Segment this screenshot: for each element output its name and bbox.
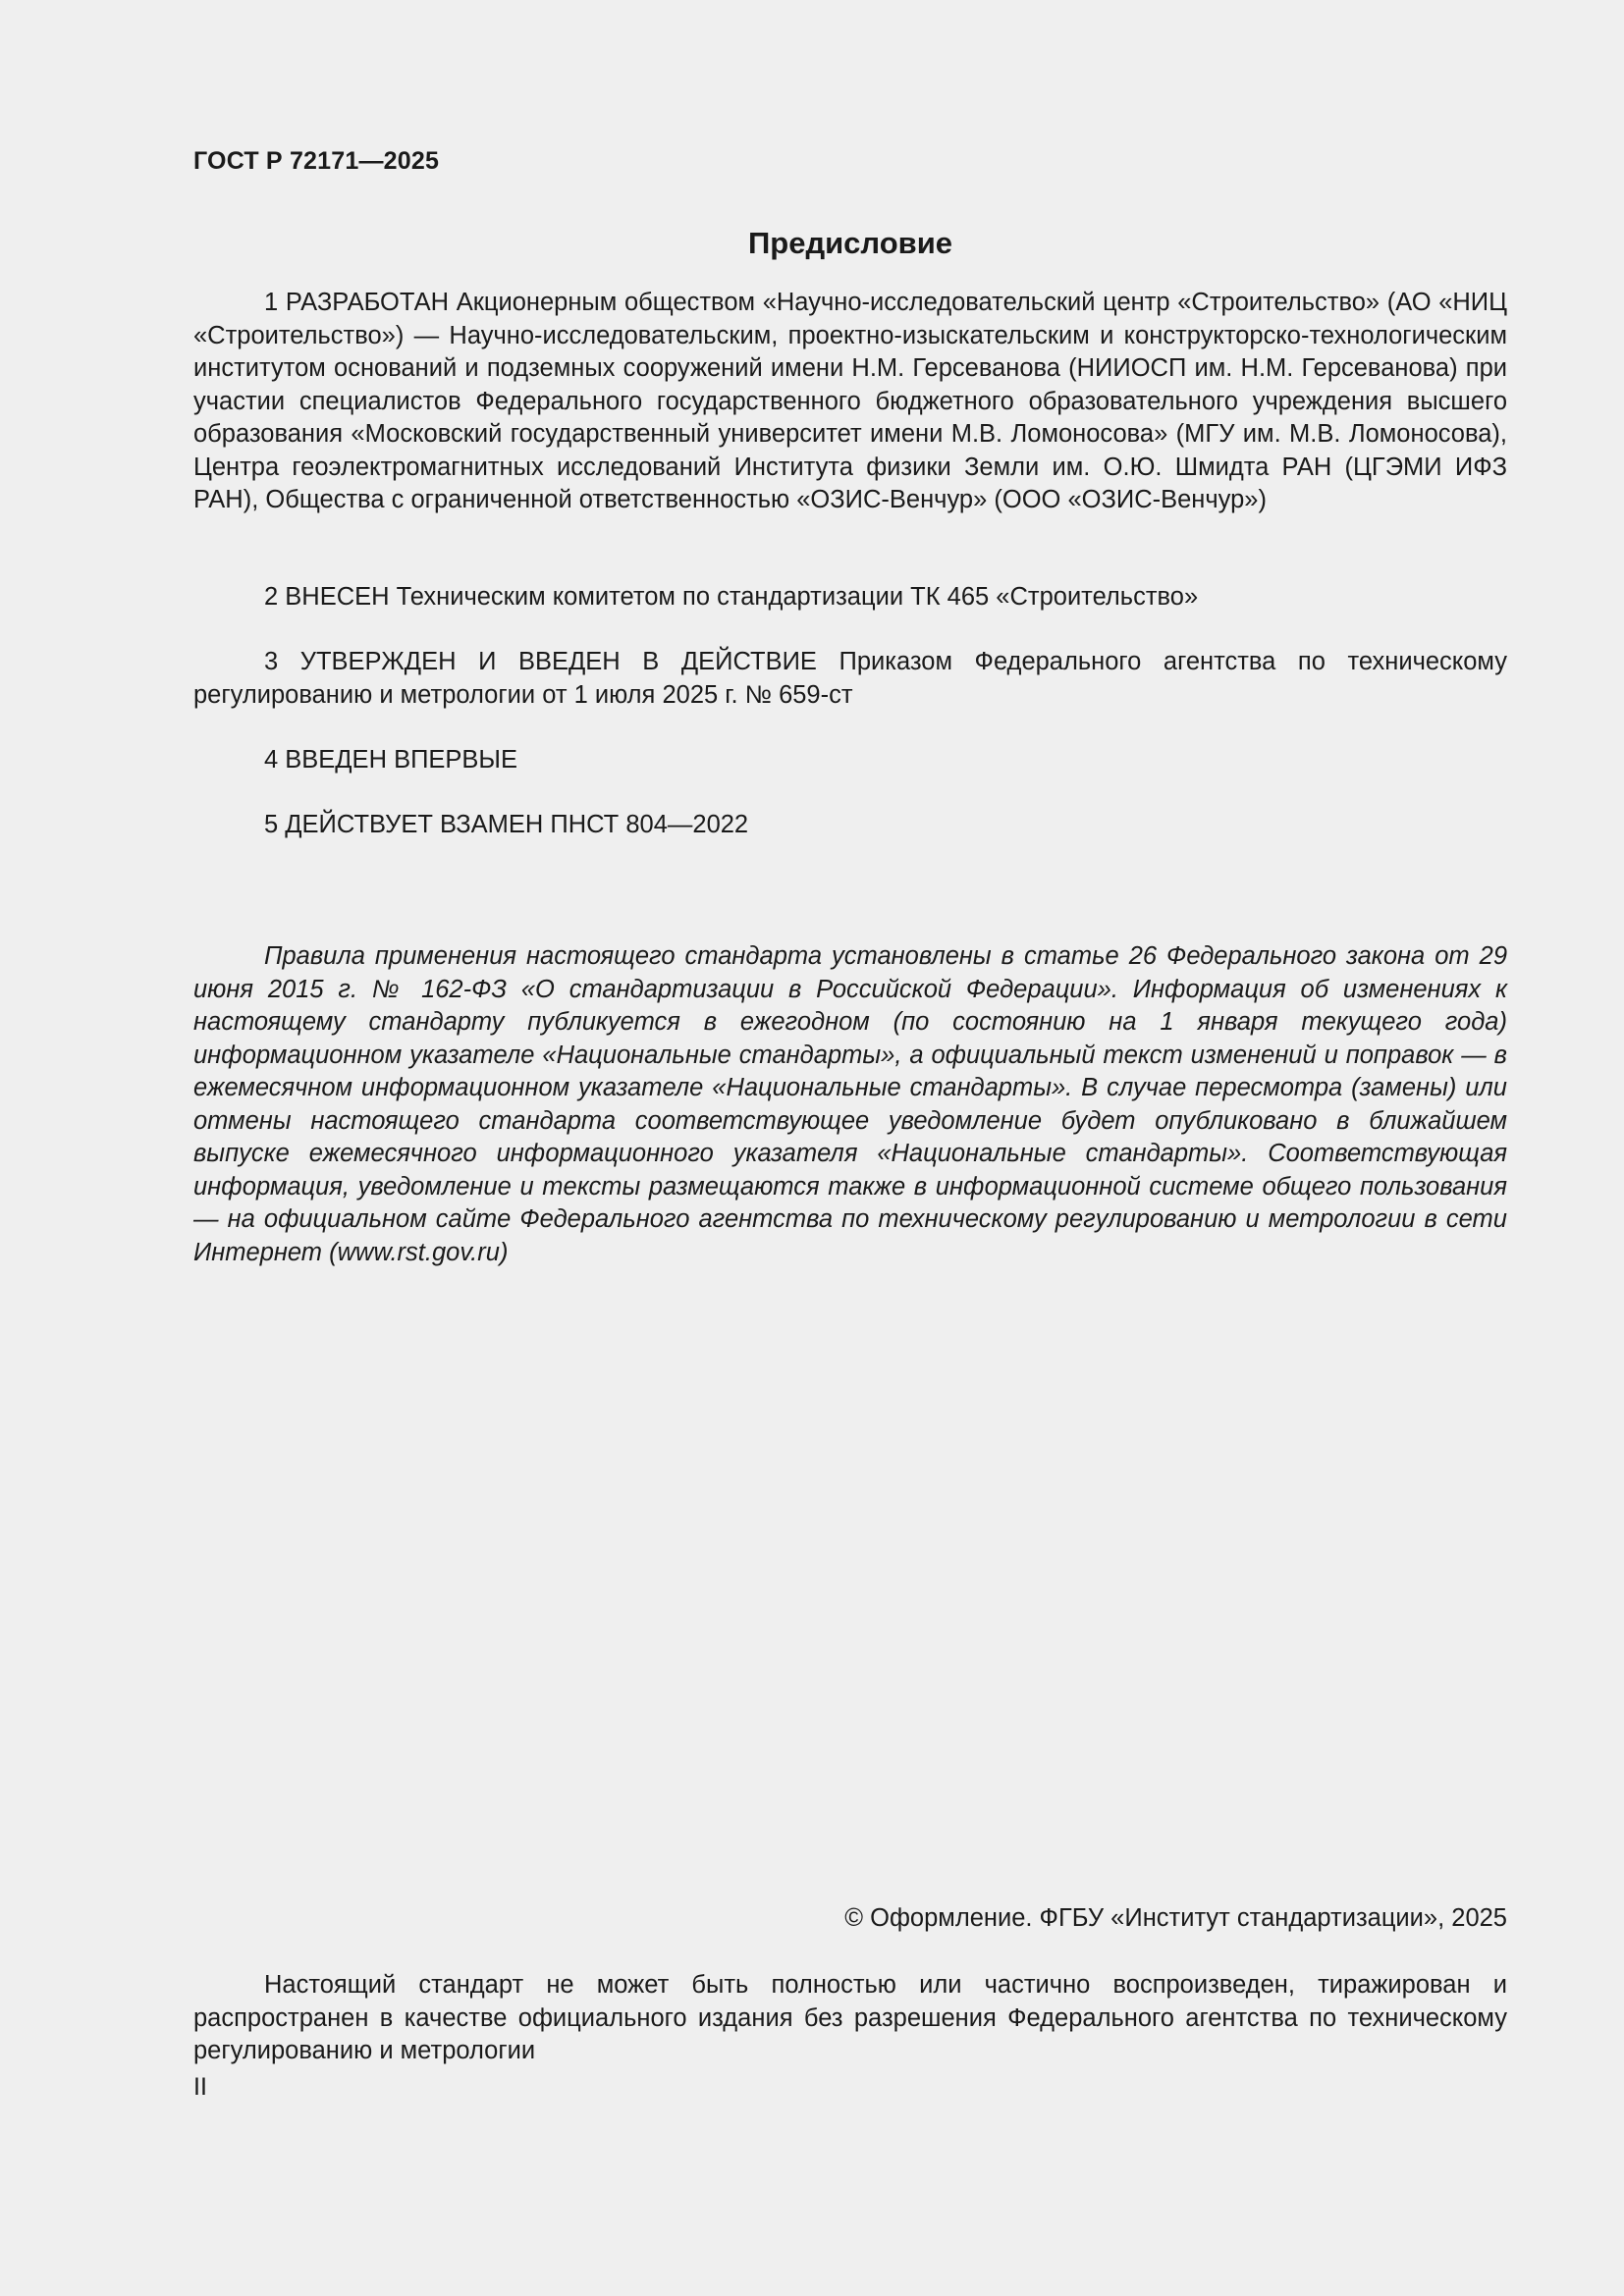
document-code: ГОСТ Р 72171—2025 [193, 147, 440, 175]
foreword-item-approved: 3 УТВЕРЖДЕН И ВВЕДЕН В ДЕЙСТВИЕ Приказом Федерального агентства по техническому регулированию и метрологии от 1 июля 2025 г. № 659-ст [193, 648, 1507, 709]
page-number: II [193, 2073, 207, 2101]
reproduction-notice: Настоящий стандарт не может быть полностью или частично воспроизведен, тиражирован и распространен в качестве официального издания без разрешения Федерального агентства по техническому регулированию и метрологии [193, 1971, 1507, 2064]
foreword-item-replaces: 5 ДЕЙСТВУЕТ ВЗАМЕН ПНСТ 804—2022 [264, 811, 749, 838]
foreword-item-introduced: 2 ВНЕСЕН Техническим комитетом по стандартизации ТК 465 «Строительство» [264, 583, 1199, 611]
foreword-item-developed: 1 РАЗРАБОТАН Акционерным обществом «Научно-исследовательский центр «Строительство» (АО «НИЦ «Строительство») — Научно-исследовательским, проектно-изыскательским и конструкторско-технологическим институтом оснований и подземных сооружений имени Н.М. Герсеванова (НИИОСП им. Н.М. Герсеванова) при участии специалистов Федерального государственного бюджетного образовательного учреждения высшего образования «Московский государственный университет имени М.В. Ломоносова» (МГУ им. М.В. Ломоносова), Центра геоэлектромагнитных исследований Института физики Земли им. О.Ю. Шмидта РАН (ЦГЭМИ ИФЗ РАН), Общества с ограниченной ответственностью «ОЗИС-Венчур» (ООО «ОЗИС-Венчур») [193, 289, 1507, 513]
page-title: Предисловие [747, 226, 952, 260]
copyright-notice: © Оформление. ФГБУ «Институт стандартизации», 2025 [844, 1904, 1507, 1932]
application-rules-note: Правила применения настоящего стандарта установлены в статье 26 Федерального закона от 29 июня 2015 г. № 162-ФЗ «О стандартизации в Российской Федерации». Информация об изменениях к настоящему стандарту публикуется в ежегодном (по состоянию на 1 января текущего года) информационном указателе «Национальные стандарты», а официальный текст изменений и поправок — в ежемесячном информационном указателе «Национальные стандарты». В случае пересмотра (замены) или отмены настоящего стандарта соответствующее уведомление будет опубликовано в ближайшем выпуске ежемесячного информационного указателя «Национальные стандарты». Соответствующая информация, уведомление и тексты размещаются также в информационной системе общего пользования — на официальном сайте Федерального агентства по техническому регулированию и метрологии в сети Интернет (www.rst.gov.ru) [193, 942, 1507, 1266]
foreword-item-first-introduced: 4 ВВЕДЕН ВПЕРВЫЕ [264, 746, 518, 774]
document-page [193, 0, 1507, 2296]
